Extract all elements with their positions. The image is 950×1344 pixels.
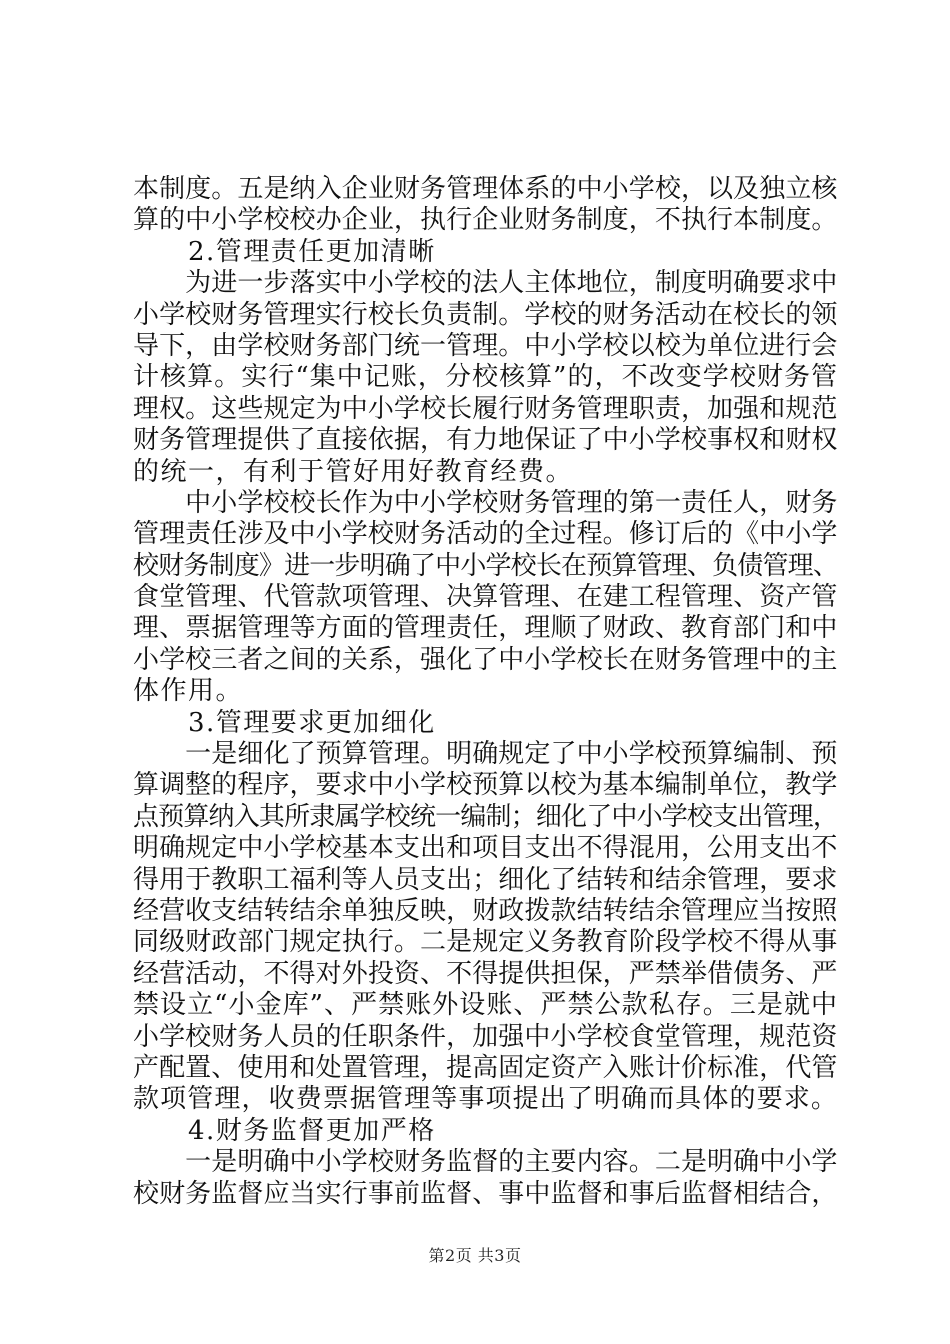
text-line: 计核算。实行“集中记账，分校核算”的，不改变学校财务管 <box>133 362 839 393</box>
text-line: 点预算纳入其所隶属学校统一编制；细化了中小学校支出管理， <box>133 801 839 832</box>
text-line: 理、票据管理等方面的管理责任，理顺了财政、教育部门和中 <box>133 613 838 644</box>
text-line: 2.管理责任更加清晰 <box>133 236 436 267</box>
text-line: 同级财政部门规定执行。二是规定义务教育阶段学校不得从事 <box>133 927 838 958</box>
text-line: 小学校财务管理实行校长负责制。学校的财务活动在校长的领 <box>133 299 838 330</box>
text-line: 禁设立“小金库”、严禁账外设账、严禁公款私存。三是就中 <box>133 990 839 1021</box>
text-line: 本制度。五是纳入企业财务管理体系的中小学校，以及独立核 <box>133 174 838 204</box>
text-line: 小学校三者之间的关系，强化了中小学校长在财务管理中的主 <box>133 644 838 675</box>
text-line: 校财务监督应当实行事前监督、事中监督和事后监督相结合， <box>133 1178 838 1209</box>
text-line: 4.财务监督更加严格 <box>133 1115 436 1146</box>
text-line: 经营收支结转结余单独反映，财政拨款结转结余管理应当按照 <box>133 895 838 926</box>
text-line: 款项管理，收费票据管理等事项提出了明确而具体的要求。 <box>133 1084 839 1115</box>
text-line: 校财务制度》进一步明确了中小学校长在预算管理、负债管理、 <box>133 550 839 581</box>
text-line: 得用于教职工福利等人员支出；细化了结转和结余管理，要求 <box>133 864 838 895</box>
text-line: 小学校财务人员的任职条件，加强中小学校食堂管理，规范资 <box>133 1021 838 1052</box>
document-body <box>133 174 838 1210</box>
text-line: 食堂管理、代管款项管理、决算管理、在建工程管理、资产管 <box>133 582 838 613</box>
text-line: 明确规定中小学校基本支出和项目支出不得混用，公用支出不 <box>133 833 838 864</box>
text-line: 产配置、使用和处置管理，提高固定资产入账计价标准，代管 <box>133 1052 838 1083</box>
text-line: 为进一步落实中小学校的法人主体地位，制度明确要求中 <box>133 268 838 299</box>
text-line: 一是明确中小学校财务监督的主要内容。二是明确中小学 <box>133 1147 838 1178</box>
text-line: 导下，由学校财务部门统一管理。中小学校以校为单位进行会 <box>133 330 838 361</box>
text-line: 财务管理提供了直接依据，有力地保证了中小学校事权和财权 <box>133 425 838 456</box>
text-line: 3.管理要求更加细化 <box>133 707 436 738</box>
text-line: 的统一，有利于管好用好教育经费。 <box>133 456 574 487</box>
text-line: 理权。这些规定为中小学校长履行财务管理职责，加强和规范 <box>133 393 838 424</box>
text-line: 算调整的程序，要求中小学校预算以校为基本编制单位，教学 <box>133 770 838 801</box>
text-line: 中小学校校长作为中小学校财务管理的第一责任人，财务 <box>133 487 838 518</box>
text-line: 算的中小学校校办企业，执行企业财务制度，不执行本制度。 <box>133 205 838 236</box>
text-line: 经营活动，不得对外投资、不得提供担保，严禁举借债务、严 <box>133 958 838 989</box>
text-line: 体作用。 <box>133 676 244 707</box>
page-footer: 第2页 共3页 <box>428 1246 522 1265</box>
text-line: 管理责任涉及中小学校财务活动的全过程。修订后的《中小学 <box>133 519 838 550</box>
text-line: 一是细化了预算管理。明确规定了中小学校预算编制、预 <box>133 739 838 770</box>
